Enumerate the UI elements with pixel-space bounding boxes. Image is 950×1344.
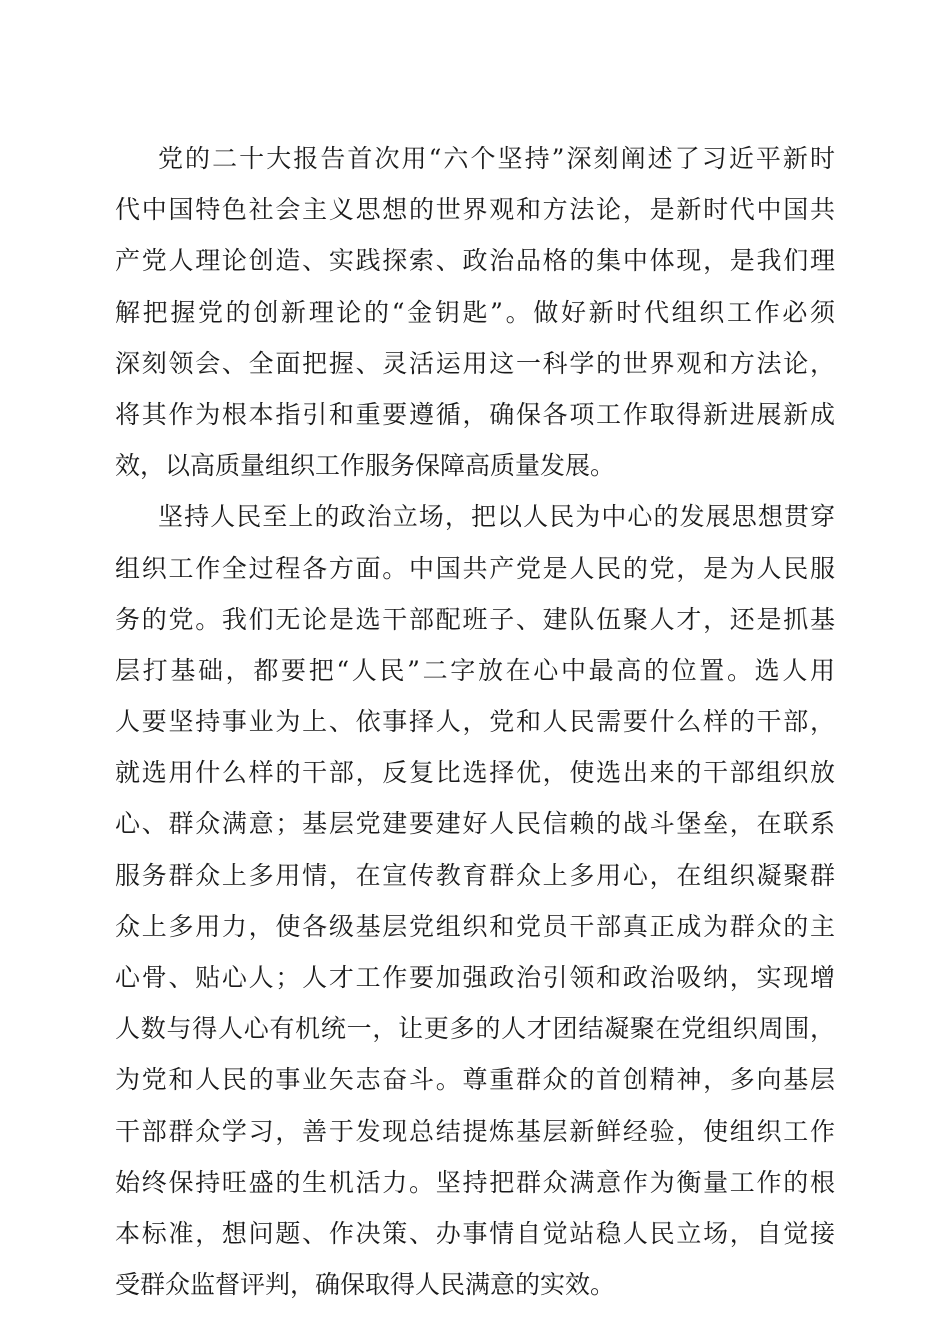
paragraph-line: 代中国特色社会主义思想的世界观和方法论，是新时代中国共 [115,195,835,225]
paragraph-line: 受群众监督评判，确保取得人民满意的实效。 [115,1270,616,1300]
document-body [115,133,835,1310]
paragraph-line: 层打基础，都要把“人民”二字放在心中最高的位置。选人用 [115,655,835,685]
paragraph-line: 众上多用力，使各级基层党组织和党员干部真正成为群众的主 [115,911,835,941]
paragraph-2 [115,491,835,1310]
paragraph-line: 将其作为根本指引和重要遵循，确保各项工作取得新进展新成 [115,399,835,429]
paragraph-1 [115,133,835,491]
paragraph-line: 为党和人民的事业矢志奋斗。尊重群众的首创精神，多向基层 [115,1065,835,1095]
paragraph-line: 人要坚持事业为上、依事择人，党和人民需要什么样的干部， [115,707,835,737]
paragraph-line: 本标准，想问题、作决策、办事情自觉站稳人民立场，自觉接 [115,1218,835,1248]
paragraph-line: 深刻领会、全面把握、灵活运用这一科学的世界观和方法论， [115,348,835,378]
paragraph-line: 人数与得人心有机统一，让更多的人才团结凝聚在党组织周围， [115,1014,835,1044]
paragraph-line: 心、群众满意；基层党建要建好人民信赖的战斗堡垒，在联系 [115,809,835,839]
paragraph-line: 干部群众学习，善于发现总结提炼基层新鲜经验，使组织工作 [115,1116,835,1146]
paragraph-line: 务的党。我们无论是选干部配班子、建队伍聚人才，还是抓基 [115,604,835,634]
paragraph-line: 心骨、贴心人；人才工作要加强政治引领和政治吸纳，实现增 [115,963,835,992]
paragraph-line: 产党人理论创造、实践探索、政治品格的集中体现，是我们理 [115,246,835,276]
paragraph-line: 始终保持旺盛的生机活力。坚持把群众满意作为衡量工作的根 [115,1167,835,1197]
paragraph-line: 党的二十大报告首次用“六个坚持”深刻阐述了习近平新时 [158,144,835,173]
paragraph-line: 组织工作全过程各方面。中国共产党是人民的党，是为人民服 [115,553,835,583]
paragraph-line: 效，以高质量组织工作服务保障高质量发展。 [115,451,616,481]
paragraph-line: 就选用什么样的干部，反复比选择优，使选出来的干部组织放 [115,758,835,788]
paragraph-line: 解把握党的创新理论的“金钥匙”。做好新时代组织工作必须 [115,297,835,327]
paragraph-line: 坚持人民至上的政治立场，把以人民为中心的发展思想贯穿 [158,502,835,532]
paragraph-line: 服务群众上多用情，在宣传教育群众上多用心，在组织凝聚群 [115,860,835,890]
